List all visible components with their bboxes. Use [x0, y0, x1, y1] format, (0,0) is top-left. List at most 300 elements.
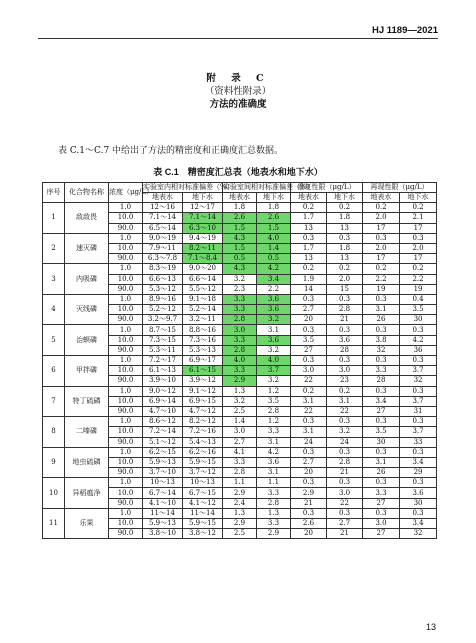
cell-value: 4.0: [257, 233, 291, 243]
header-rule: [38, 38, 438, 39]
appendix-title: 附 录 C: [206, 73, 270, 84]
cell-value: 4.0: [257, 356, 291, 366]
cell-value: 2.5: [223, 529, 257, 539]
cell-value: 1.2: [257, 386, 291, 396]
cell-value: 0.3: [363, 386, 400, 396]
cell-value: 3.8～10: [143, 529, 183, 539]
cell-value: 2.9: [223, 488, 257, 498]
cell-compound-name: 治螟磷: [65, 325, 109, 356]
cell-value: 21: [327, 468, 363, 478]
cell-value: 2.0: [327, 274, 363, 284]
cell-value: 31: [400, 406, 437, 416]
header-reproducibility: 再现性限（μg/L）: [363, 183, 437, 193]
cell-value: 2.8: [223, 345, 257, 355]
cell-concentration: 1.0: [109, 233, 143, 243]
cell-seq: 3: [43, 264, 65, 295]
cell-seq: 9: [43, 447, 65, 478]
cell-value: 0.3: [363, 447, 400, 457]
cell-value: 3.1: [257, 325, 291, 335]
cell-concentration: 1.0: [109, 508, 143, 518]
cell-value: 5.3～12: [143, 284, 183, 294]
cell-concentration: 10.0: [109, 335, 143, 345]
cell-value: 7.9～11: [143, 243, 183, 253]
cell-value: 0.3: [363, 417, 400, 427]
cell-value: 1.2: [257, 417, 291, 427]
cell-value: 3.8: [363, 335, 400, 345]
cell-value: 7.2～16: [183, 427, 223, 437]
cell-value: 0.2: [327, 386, 363, 396]
cell-value: 3.1: [363, 305, 400, 315]
cell-value: 13: [327, 254, 363, 264]
cell-value: 0.2: [363, 203, 400, 213]
cell-seq: 2: [43, 233, 65, 264]
cell-value: 3.1: [291, 427, 327, 437]
cell-value: 3.1: [257, 437, 291, 447]
cell-value: 0.3: [291, 478, 327, 488]
cell-value: 20: [291, 315, 327, 325]
cell-value: 2.0: [363, 213, 400, 223]
cell-value: 2.9: [223, 376, 257, 386]
cell-concentration: 1.0: [109, 478, 143, 488]
cell-value: 3.9～12: [183, 376, 223, 386]
cell-concentration: 1.0: [109, 294, 143, 304]
cell-value: 3.3: [363, 366, 400, 376]
cell-value: 8.2～11: [183, 243, 223, 253]
cell-value: 24: [291, 437, 327, 447]
cell-value: 11～14: [143, 508, 183, 518]
cell-value: 4.7～12: [183, 406, 223, 416]
appendix-section-heading: 方法的准确度: [209, 99, 267, 110]
cell-value: 3.2: [257, 376, 291, 386]
cell-value: 21: [327, 315, 363, 325]
cell-concentration: 90.0: [109, 468, 143, 478]
cell-compound-name: 速灭磷: [65, 233, 109, 264]
cell-value: 0.2: [291, 203, 327, 213]
cell-value: 8.7～15: [143, 325, 183, 335]
cell-value: 2.8: [223, 315, 257, 325]
cell-value: 6.7～14: [143, 488, 183, 498]
subheader-surface-water: 地表水: [363, 193, 400, 203]
cell-value: 4.1～10: [143, 498, 183, 508]
cell-value: 0.2: [327, 203, 363, 213]
cell-value: 0.3: [327, 325, 363, 335]
cell-concentration: 90.0: [109, 254, 143, 264]
cell-value: 0.2: [400, 264, 437, 274]
subheader-ground-water: 地下水: [257, 193, 291, 203]
cell-value: 2.8: [257, 406, 291, 416]
cell-concentration: 1.0: [109, 447, 143, 457]
cell-value: 6.3～10: [183, 223, 223, 233]
cell-value: 19: [363, 284, 400, 294]
cell-value: 17: [400, 223, 437, 233]
cell-value: 0.3: [327, 508, 363, 518]
cell-value: 0.4: [400, 294, 437, 304]
cell-value: 27: [363, 406, 400, 416]
cell-value: 13: [327, 223, 363, 233]
cell-value: 3.2～9.7: [143, 315, 183, 325]
cell-value: 1.1: [223, 478, 257, 488]
cell-value: 3.3: [257, 427, 291, 437]
cell-value: 4.2: [257, 264, 291, 274]
cell-concentration: 10.0: [109, 274, 143, 284]
cell-value: 0.3: [327, 417, 363, 427]
table-row: [43, 203, 437, 213]
cell-value: 3.5: [257, 396, 291, 406]
cell-compound-name: 地虫硫磷: [65, 447, 109, 478]
cell-value: 10～13: [143, 478, 183, 488]
cell-value: 3.3: [223, 305, 257, 315]
cell-value: 6.5～14: [143, 223, 183, 233]
table-row: [43, 264, 437, 274]
cell-compound-name: 灭线磷: [65, 294, 109, 325]
cell-value: 3.5: [291, 335, 327, 345]
cell-value: 0.3: [400, 325, 437, 335]
cell-value: 0.2: [291, 264, 327, 274]
cell-value: 15: [327, 284, 363, 294]
cell-value: 0.3: [363, 325, 400, 335]
cell-value: 0.3: [327, 447, 363, 457]
cell-value: 3.0: [223, 427, 257, 437]
cell-value: 3.1: [363, 457, 400, 467]
cell-compound-name: 二嗪磷: [65, 417, 109, 448]
cell-value: 0.3: [363, 508, 400, 518]
cell-value: 3.8～12: [183, 529, 223, 539]
cell-value: 6.6～14: [183, 274, 223, 284]
cell-value: 3.2: [327, 427, 363, 437]
cell-value: 8.8～16: [183, 325, 223, 335]
cell-value: 17: [363, 254, 400, 264]
cell-seq: 5: [43, 325, 65, 356]
table-row: [43, 325, 437, 335]
cell-concentration: 90.0: [109, 498, 143, 508]
cell-value: 2.9: [257, 529, 291, 539]
cell-value: 22: [327, 406, 363, 416]
cell-value: 2.6: [257, 213, 291, 223]
cell-value: 3.9～10: [143, 376, 183, 386]
cell-value: 7.1～14: [183, 213, 223, 223]
cell-value: 3.2: [257, 315, 291, 325]
table-row: [43, 417, 437, 427]
table-row: [43, 356, 437, 366]
cell-value: 4.2: [257, 447, 291, 457]
cell-value: 17: [363, 223, 400, 233]
cell-value: 3.6: [400, 488, 437, 498]
cell-value: 4.7～10: [143, 406, 183, 416]
cell-value: 0.3: [400, 508, 437, 518]
cell-value: 13: [291, 254, 327, 264]
table-row: [43, 294, 437, 304]
cell-value: 3.2: [223, 274, 257, 284]
cell-concentration: 90.0: [109, 406, 143, 416]
cell-compound-name: 异稻瘟净: [65, 478, 109, 509]
cell-value: 3.5: [363, 427, 400, 437]
cell-value: 3.7: [400, 366, 437, 376]
subheader-surface-water: 地表水: [143, 193, 183, 203]
cell-value: 4.0: [223, 356, 257, 366]
header-compound: 化合物名称: [65, 183, 109, 203]
cell-value: 9.1～18: [183, 294, 223, 304]
cell-value: 22: [291, 406, 327, 416]
cell-value: 1.9: [291, 274, 327, 284]
subheader-ground-water: 地下水: [400, 193, 437, 203]
cell-seq: 10: [43, 478, 65, 509]
cell-compound-name: 甲拌磷: [65, 356, 109, 387]
cell-value: 6.9～15: [183, 396, 223, 406]
cell-value: 10～13: [183, 478, 223, 488]
cell-value: 2.2: [257, 284, 291, 294]
cell-value: 0.3: [327, 233, 363, 243]
intro-paragraph: 表 C.1～C.7 中给出了方法的精密度和正确度汇总数据。: [58, 146, 284, 156]
cell-value: 21: [291, 498, 327, 508]
cell-value: 2.8: [327, 305, 363, 315]
cell-value: 1.8: [223, 203, 257, 213]
cell-value: 6.3～7.8: [143, 254, 183, 264]
cell-value: 0.3: [327, 478, 363, 488]
cell-value: 3.4: [400, 457, 437, 467]
cell-value: 2.2: [400, 274, 437, 284]
cell-value: 26: [363, 468, 400, 478]
cell-value: 1.5: [223, 243, 257, 253]
cell-value: 3.7～10: [143, 468, 183, 478]
cell-value: 12～16: [143, 203, 183, 213]
cell-value: 3.7～12: [183, 468, 223, 478]
cell-value: 3.7: [257, 366, 291, 376]
cell-value: 3.0: [327, 366, 363, 376]
cell-value: 5.9～15: [183, 457, 223, 467]
header-repeatability: 重复性限（μg/L）: [291, 183, 363, 193]
cell-seq: 7: [43, 386, 65, 417]
cell-concentration: 10.0: [109, 366, 143, 376]
cell-value: 22: [291, 376, 327, 386]
cell-value: 7.3～16: [183, 335, 223, 345]
cell-value: 21: [327, 529, 363, 539]
cell-value: 5.3～13: [183, 345, 223, 355]
cell-value: 0.3: [400, 356, 437, 366]
cell-value: 3.4: [363, 396, 400, 406]
cell-concentration: 1.0: [109, 325, 143, 335]
cell-value: 0.3: [400, 417, 437, 427]
cell-value: 1.3: [223, 386, 257, 396]
cell-value: 0.3: [363, 233, 400, 243]
table-row: [43, 508, 437, 518]
cell-value: 3.0: [363, 519, 400, 529]
cell-seq: 8: [43, 417, 65, 448]
cell-value: 1.4: [257, 243, 291, 253]
cell-value: 20: [291, 529, 327, 539]
cell-value: 9.0～12: [143, 386, 183, 396]
cell-concentration: 1.0: [109, 203, 143, 213]
cell-value: 2.7: [223, 437, 257, 447]
cell-value: 12～17: [183, 203, 223, 213]
cell-value: 4.1: [223, 447, 257, 457]
cell-value: 1.3: [257, 508, 291, 518]
cell-seq: 1: [43, 203, 65, 234]
cell-value: 6.9～14: [143, 396, 183, 406]
cell-concentration: 10.0: [109, 519, 143, 529]
subheader-surface-water: 地表水: [291, 193, 327, 203]
cell-value: 0.5: [223, 254, 257, 264]
cell-value: 5.5～12: [183, 284, 223, 294]
cell-value: 20: [291, 468, 327, 478]
cell-value: 2.6: [223, 213, 257, 223]
cell-value: 2.7: [291, 305, 327, 315]
cell-value: 1.7: [291, 243, 327, 253]
cell-value: 1.4: [223, 417, 257, 427]
cell-value: 2.5: [223, 406, 257, 416]
cell-value: 8.2～12: [183, 417, 223, 427]
cell-concentration: 10.0: [109, 396, 143, 406]
cell-value: 6.2～15: [143, 447, 183, 457]
cell-value: 9.1～12: [183, 386, 223, 396]
cell-seq: 4: [43, 294, 65, 325]
subheader-ground-water: 地下水: [327, 193, 363, 203]
cell-value: 2.2: [363, 274, 400, 284]
cell-value: 5.2～14: [183, 305, 223, 315]
cell-value: 0.3: [291, 356, 327, 366]
cell-value: 30: [400, 498, 437, 508]
cell-value: 3.0: [223, 325, 257, 335]
cell-value: 2.0: [400, 243, 437, 253]
cell-concentration: 90.0: [109, 284, 143, 294]
cell-value: 0.3: [291, 325, 327, 335]
cell-value: 5.2～12: [143, 305, 183, 315]
cell-value: 26: [363, 315, 400, 325]
cell-value: 2.8: [223, 468, 257, 478]
cell-value: 1.7: [291, 213, 327, 223]
cell-value: 27: [363, 498, 400, 508]
cell-value: 0.3: [291, 233, 327, 243]
cell-value: 3.3: [223, 457, 257, 467]
cell-value: 2.6: [291, 519, 327, 529]
cell-value: 3.4: [400, 519, 437, 529]
cell-value: 0.5: [257, 254, 291, 264]
cell-value: 3.0: [327, 488, 363, 498]
cell-value: 27: [291, 345, 327, 355]
cell-value: 28: [327, 345, 363, 355]
cell-value: 1.8: [257, 203, 291, 213]
cell-seq: 11: [43, 508, 65, 539]
cell-compound-name: 乐果: [65, 508, 109, 539]
cell-concentration: 90.0: [109, 376, 143, 386]
cell-value: 0.2: [363, 264, 400, 274]
cell-value: 2.3: [223, 284, 257, 294]
cell-value: 0.3: [363, 478, 400, 488]
cell-value: 0.3: [327, 356, 363, 366]
cell-value: 2.1: [400, 213, 437, 223]
cell-concentration: 1.0: [109, 356, 143, 366]
standard-code: HJ 1189—2021: [371, 25, 438, 36]
cell-value: 32: [363, 345, 400, 355]
cell-value: 29: [400, 468, 437, 478]
cell-value: 4.1～12: [183, 498, 223, 508]
table-caption: 表 C.1 精密度汇总表（地表水和地下水）: [153, 167, 323, 177]
cell-value: 2.9: [223, 519, 257, 529]
cell-value: 6.7～15: [183, 488, 223, 498]
cell-value: 1.8: [327, 213, 363, 223]
cell-seq: 6: [43, 356, 65, 387]
cell-value: 4.2: [400, 335, 437, 345]
cell-value: 7.2～17: [143, 356, 183, 366]
cell-value: 1.1: [257, 478, 291, 488]
cell-value: 7.1～14: [143, 213, 183, 223]
cell-value: 14: [291, 284, 327, 294]
cell-value: 1.3: [223, 508, 257, 518]
cell-value: 3.4: [257, 274, 291, 284]
cell-value: 8.9～16: [143, 294, 183, 304]
cell-value: 2.8: [327, 457, 363, 467]
cell-value: 3.1: [327, 396, 363, 406]
cell-value: 6.6～13: [143, 274, 183, 284]
cell-concentration: 1.0: [109, 386, 143, 396]
cell-value: 5.4～13: [183, 437, 223, 447]
cell-concentration: 90.0: [109, 345, 143, 355]
cell-value: 6.9～17: [183, 356, 223, 366]
cell-value: 3.2～11: [183, 315, 223, 325]
cell-value: 3.2: [257, 345, 291, 355]
cell-value: 0.3: [327, 294, 363, 304]
appendix-heading: [0, 72, 476, 111]
cell-value: 28: [363, 376, 400, 386]
cell-concentration: 90.0: [109, 529, 143, 539]
cell-value: 0.3: [400, 478, 437, 488]
cell-value: 2.9: [291, 488, 327, 498]
cell-value: 0.2: [400, 203, 437, 213]
table-row: [43, 478, 437, 488]
cell-value: 5.9～13: [143, 519, 183, 529]
cell-value: 0.3: [291, 294, 327, 304]
cell-concentration: 10.0: [109, 305, 143, 315]
cell-value: 5.3～11: [143, 345, 183, 355]
cell-compound-name: 特丁硫磷: [65, 386, 109, 417]
cell-value: 2.7: [291, 457, 327, 467]
header-inter-lab-rsd: 实验室间相对标准偏差（%）: [223, 183, 314, 192]
cell-value: 3.3: [223, 335, 257, 345]
precision-table: [42, 182, 437, 539]
cell-value: 3.3: [257, 519, 291, 529]
cell-value: 2.8: [257, 498, 291, 508]
cell-value: 3.3: [363, 488, 400, 498]
cell-value: 1.8: [327, 243, 363, 253]
cell-concentration: 10.0: [109, 243, 143, 253]
cell-value: 22: [327, 498, 363, 508]
subheader-surface-water: 地表水: [223, 193, 257, 203]
cell-value: 36: [400, 345, 437, 355]
cell-value: 1.5: [257, 223, 291, 233]
cell-value: 3.6: [257, 294, 291, 304]
cell-value: 5.1～12: [143, 437, 183, 447]
cell-value: 3.7: [400, 396, 437, 406]
cell-value: 3.1: [257, 468, 291, 478]
table-row: [43, 233, 437, 243]
table-row: [43, 447, 437, 457]
cell-value: 7.1～8.4: [183, 254, 223, 264]
cell-value: 0.3: [291, 508, 327, 518]
cell-value: 0.3: [363, 356, 400, 366]
cell-value: 24: [327, 437, 363, 447]
cell-value: 2.0: [363, 243, 400, 253]
cell-value: 3.3: [223, 294, 257, 304]
cell-value: 2.7: [327, 519, 363, 529]
cell-value: 3.6: [257, 457, 291, 467]
cell-value: 6.1～15: [183, 366, 223, 376]
cell-value: 8.3～19: [143, 264, 183, 274]
cell-value: 4.3: [223, 264, 257, 274]
cell-value: 5.9～13: [143, 457, 183, 467]
cell-value: 0.2: [327, 264, 363, 274]
cell-value: 9.0～19: [143, 233, 183, 243]
cell-concentration: 10.0: [109, 457, 143, 467]
cell-value: 0.3: [291, 417, 327, 427]
